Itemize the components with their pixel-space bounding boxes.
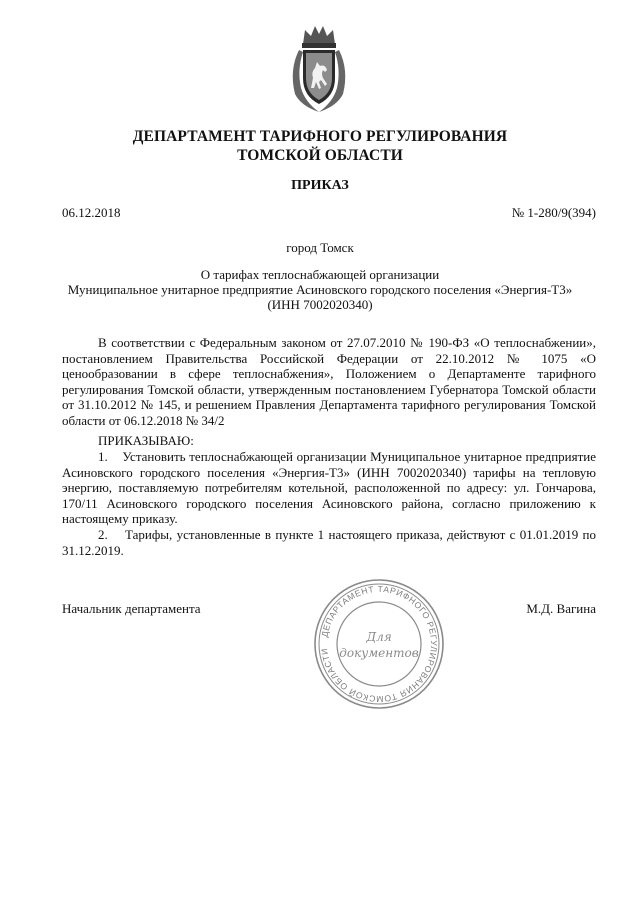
tomsk-coat-of-arms-icon [283,22,355,116]
order-number: № 1-280/9(394) [511,205,596,220]
order-item-2: 2. Тарифы, установленные в пункте 1 настоящего приказа, действуют с 01.01.2019 по 31.12.2019. [62,527,596,558]
stamp-center-line1: Для [366,630,392,644]
subject-line1: О тарифах теплоснабжающей организации [200,267,440,282]
subject-line2: Муниципальное унитарное предприятие Асиновского городского поселения «Энергия-Т3» [67,282,573,297]
signatory-name: М.Д. Вагина [526,601,596,616]
orders-heading: ПРИКАЗЫВАЮ: [98,433,194,448]
stamp-ring-text: ДЕПАРТАМЕНТ ТАРИФНОГО РЕГУЛИРОВАНИЯ ТОМСКОЙ ОБЛАСТИ [319,583,440,705]
order-date: 06.12.2018 [62,205,121,220]
document-type: ПРИКАЗ [291,178,349,193]
city: город Томск [286,240,354,255]
department-name-line2: ТОМСКОЙ ОБЛАСТИ [237,147,403,164]
order-item-1: 1. Установить теплоснабжающей организации Муниципальное унитарное предприятие Асиновского городского поселения «Энергия-Т3» (ИНН 7002020340) тарифы на тепловую энергию, поставляемую потребителям котельной, расположенной по адресу: ул. Гончарова, 170/11 Асиновского городского поселения Асиновского района, согласно приложению к настоящему приказу. [62,449,596,527]
subject-line3: (ИНН 7002020340) [267,297,373,312]
official-stamp [312,577,446,711]
signatory-role: Начальник департамента [62,601,201,616]
department-name-line1: ДЕПАРТАМЕНТ ТАРИФНОГО РЕГУЛИРОВАНИЯ [132,128,508,145]
preamble-paragraph: В соответствии с Федеральным законом от 27.07.2010 № 190-ФЗ «О теплоснабжении», постановлением Правительства Российской Федерации от 22.10.2012 № 1075 «О ценообразовании в сфере теплоснабжения», Положением о Департаменте тарифного регулирования Томской области, утвержденным постановлением Губернатора Томской области от 31.10.2012 № 145, и решением Правления Департамента тарифного регулирования Томской области от 06.12.2018 № 34/2 [62,335,596,428]
stamp-center-line2: документов [339,646,419,660]
